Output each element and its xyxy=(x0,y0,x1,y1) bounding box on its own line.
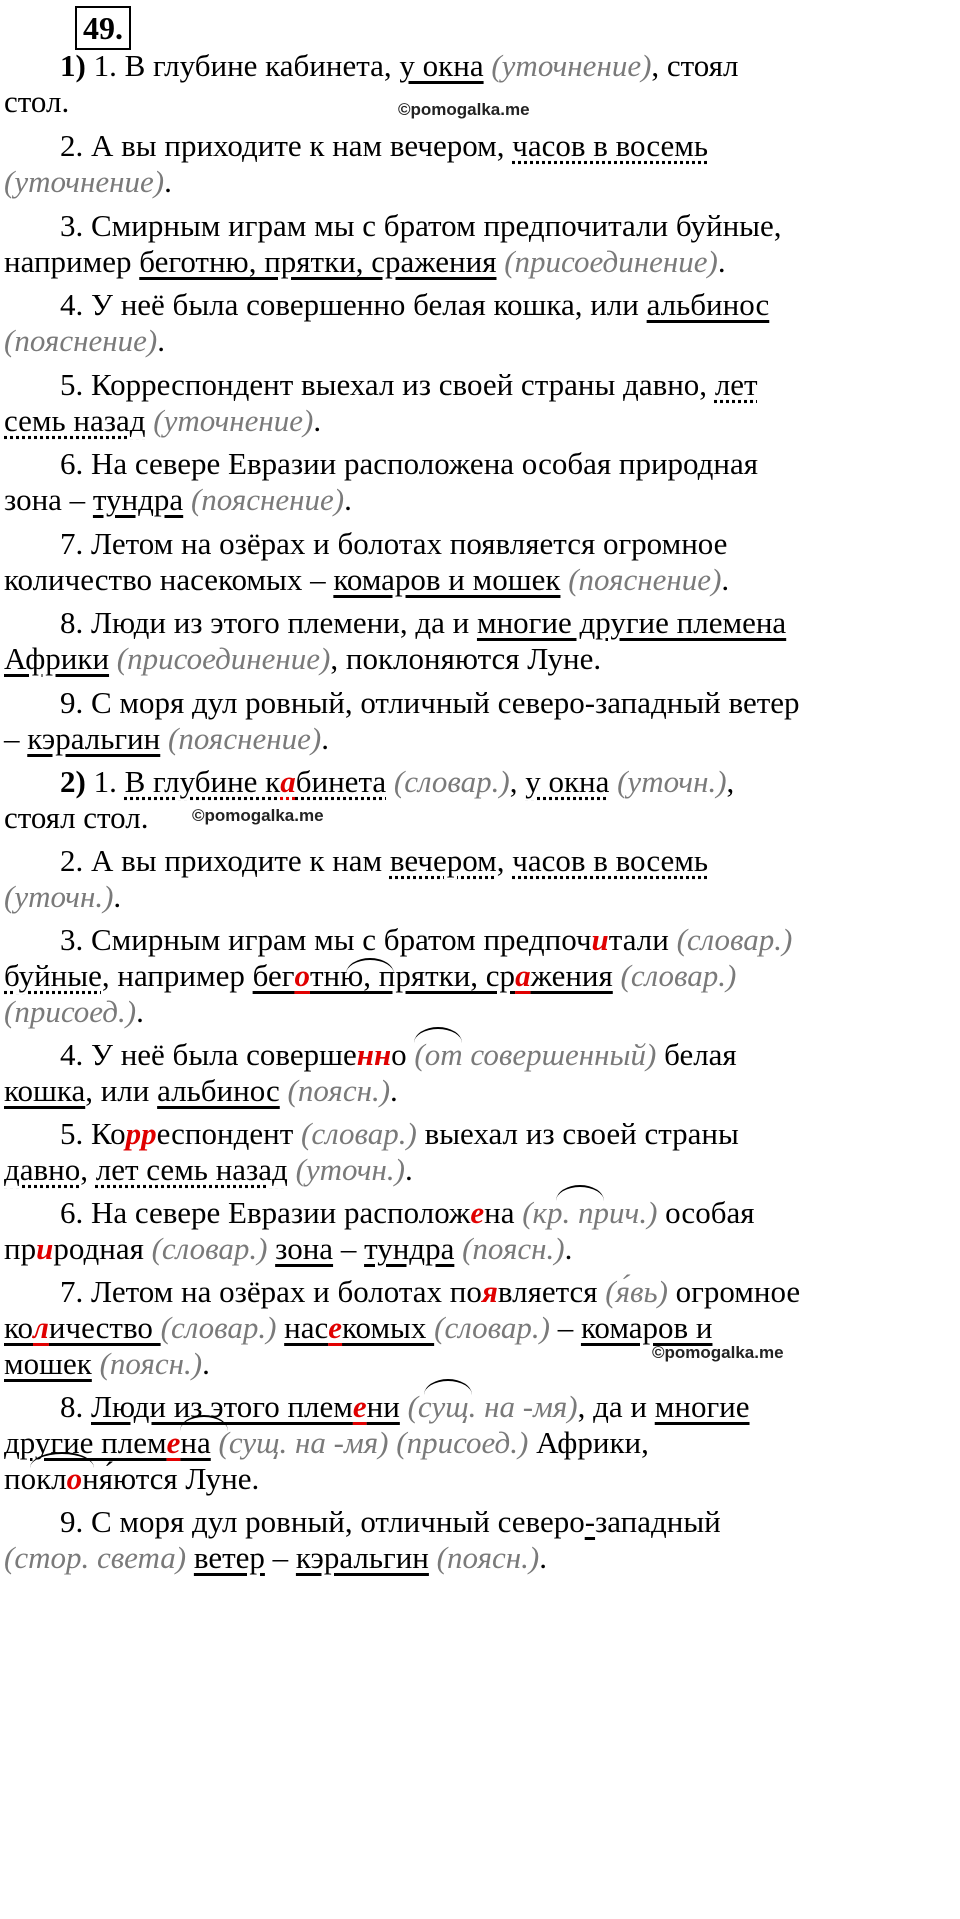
part1-item-9-line2: – кэральгин (пояснение). xyxy=(4,721,329,756)
part1-item-2-line2: (уточнение). xyxy=(4,164,172,199)
part2-item-3-line2: буйные, например беготню, прятки, сражения (словар.) xyxy=(4,958,737,993)
part1-item-9-line1: 9. С моря дул ровный, отличный северо-западный ветер xyxy=(60,685,800,720)
part2-item-7-line3: мошек (поясн.). xyxy=(4,1346,210,1381)
part1-item-3-line1: 3. Смирным играм мы с братом предпочитали буйные, xyxy=(60,208,782,243)
part2-item-4-line2: кошка, или альбинос (поясн.). xyxy=(4,1073,398,1108)
part2-item-3-line3: (присоед.). xyxy=(4,994,144,1029)
part1-item-5-line1: 5. Корреспондент выехал из своей страны давно, лет xyxy=(60,367,758,402)
part2-item-2-line2: (уточн.). xyxy=(4,879,122,914)
part2-item-1-line1: 2) 1. В глубине кабинета (словар.), у окна (уточн.), xyxy=(60,764,735,799)
part2-item-1-line2: стоял стол. xyxy=(4,800,149,835)
part2-label: 2) xyxy=(60,764,86,799)
part2-item-8-line1: 8. Люди из этого племени (сущ. на -мя), да и многие xyxy=(60,1389,750,1424)
watermark: ©pomogalka.me xyxy=(192,806,324,825)
suffix-arc-mark xyxy=(556,1185,604,1201)
part2-item-5-line1: 5. Корреспондент (словар.) выехал из своей страны xyxy=(60,1116,739,1151)
part2-item-9-line1: 9. С моря дул ровный, отличный северо-западный xyxy=(60,1504,721,1539)
part2-item-9-line2: (стор. света) ветер – кэральгин (поясн.). xyxy=(4,1540,547,1575)
part1-item-8-line1: 8. Люди из этого племени, да и многие другие племена xyxy=(60,605,787,640)
part1-item-6-line2: зона – тундра (пояснение). xyxy=(4,482,352,517)
part1-item-4-line1: 4. У неё была совершенно белая кошка, или альбинос xyxy=(60,287,770,322)
suffix-arc-mark xyxy=(424,1379,472,1395)
part1-item-1-line1: 1) 1. В глубине кабинета, у окна (уточнение), стоял xyxy=(60,48,739,83)
part2-item-7-line2: количество (словар.) насекомых (словар.) – комаров и xyxy=(4,1310,713,1345)
part1-item-1-line2: стол. xyxy=(4,84,70,119)
part1-label: 1) xyxy=(60,48,86,83)
part1-item-7-line2: количество насекомых – комаров и мошек (пояснение). xyxy=(4,562,730,597)
suffix-arc-mark xyxy=(414,1027,462,1043)
part1-item-6-line1: 6. На севере Евразии расположена особая природная xyxy=(60,446,759,481)
watermark: ©pomogalka.me xyxy=(652,1343,784,1362)
part2-item-8-line3: поклоня́ются Луне. xyxy=(4,1461,260,1496)
part2-item-3-line1: 3. Смирным играм мы с братом предпочитали (словар.) xyxy=(60,922,793,957)
part2-item-8-line2: другие племена (сущ. на -мя) (присоед.) Африки, xyxy=(4,1425,649,1460)
part1-item-8-line2: Африки (присоединение), поклоняются Луне. xyxy=(4,641,602,676)
part1-item-4-line2: (пояснение). xyxy=(4,323,165,358)
part1-item-7-line1: 7. Летом на озёрах и болотах появляется огромное xyxy=(60,526,728,561)
part2-item-6-line2: природная (словар.) зона – тундра (поясн.). xyxy=(4,1231,573,1266)
exercise-number: 49. xyxy=(75,6,131,50)
part1-item-3-line2: например беготню, прятки, сражения (присоединение). xyxy=(4,244,726,279)
part2-item-4-line1: 4. У неё была совершенно (от совершенный) белая xyxy=(60,1037,737,1072)
part1-item-5-line2: семь назад (уточнение). xyxy=(4,403,322,438)
part2-item-2-line1: 2. А вы приходите к нам вечером, часов в восемь xyxy=(60,843,708,878)
watermark: ©pomogalka.me xyxy=(398,100,530,119)
part2-item-6-line1: 6. На севере Евразии расположена (кр. прич.) особая xyxy=(60,1195,755,1230)
part1-item-2-line1: 2. А вы приходите к нам вечером, часов в восемь xyxy=(60,128,708,163)
part2-item-5-line2: давно, лет семь назад (уточн.). xyxy=(4,1152,413,1187)
part2-item-7-line1: 7. Летом на озёрах и болотах появляется (я́вь) огромное xyxy=(60,1274,801,1309)
